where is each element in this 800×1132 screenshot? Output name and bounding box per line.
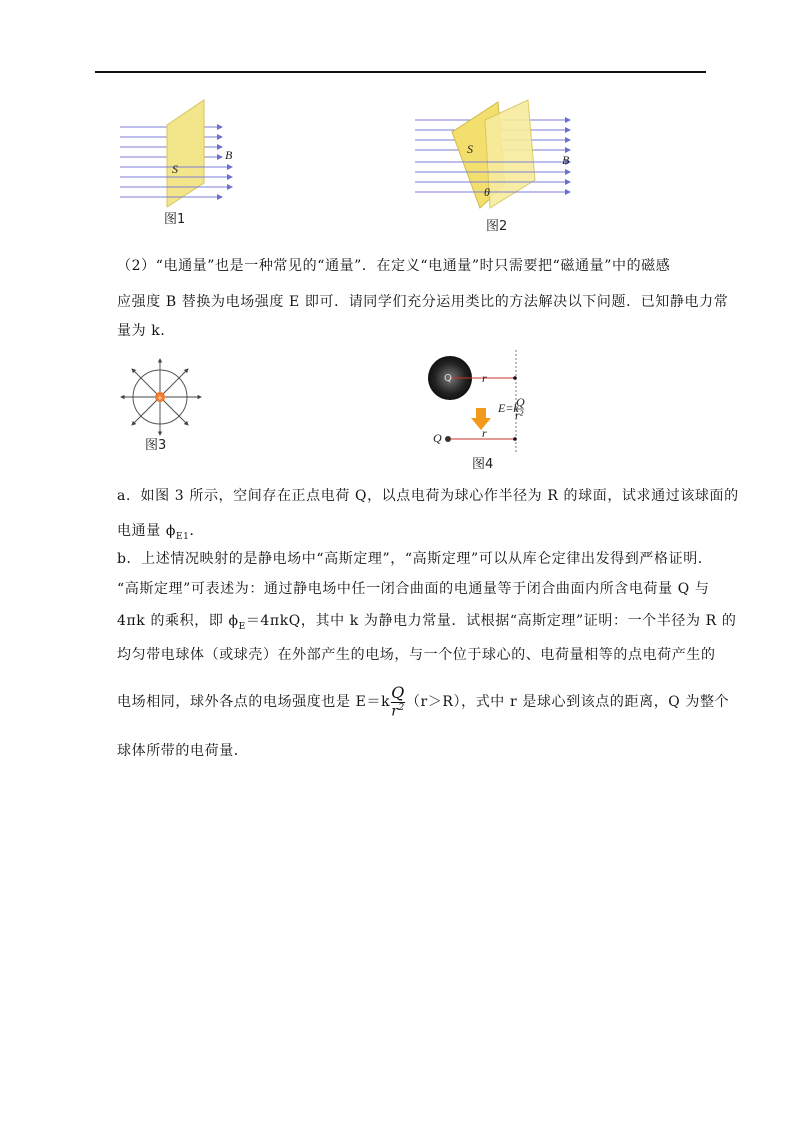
question-b-line-3: 4πk 的乘积，即 $\phi_E=4\pi kQ$，其中 k 为静电力常量．试根据“高斯定理”证明：一个半径为 R 的 <box>117 613 737 632</box>
svg-text:+: + <box>157 394 163 402</box>
question-b-line-6: 球体所带的电荷量． <box>117 743 249 759</box>
figure-4-caption: 图4 <box>472 457 494 472</box>
down-arrow-icon <box>471 408 491 430</box>
svg-text:r: r <box>482 426 487 440</box>
field-fraction: $\frac{Q}{r^2}$ <box>391 683 405 720</box>
figure-1 <box>112 95 252 230</box>
svg-text:E=k: E=k <box>498 401 519 415</box>
paragraph-2-line-1: （2）“电通量”也是一种常见的“通量”．在定义“电通量”时只需要把“磁通量”中的磁感 <box>117 258 671 274</box>
figure-2-caption: 图2 <box>486 219 508 234</box>
svg-text:Q: Q <box>444 373 452 384</box>
svg-text:Q: Q <box>516 395 525 409</box>
question-b-line-5: 电场相同，球外各点的电场强度也是 E＝k $\frac{Q}{r^2}$ （r＞R），式中 r 是球心到该点的距离，Q 为整个 <box>117 683 730 720</box>
surface-s <box>167 100 204 207</box>
svg-text:Q: Q <box>433 431 442 445</box>
paragraph-2-line-2: 应强度 B 替换为电场强度 E 即可．请同学们充分运用类比的方法解决以下问题．已知静电力常 <box>117 294 729 310</box>
paragraph-2-line-3: 量为 k． <box>117 323 175 339</box>
field-label: B <box>225 148 233 162</box>
surface-label: S <box>172 162 178 176</box>
question-a-line-2: 电通量 $\phi_{E1}$． <box>117 523 205 542</box>
figure-1-caption: 图1 <box>164 212 186 227</box>
question-b-line-1: b．上述情况映射的是静电场中“高斯定理”，“高斯定理”可以从库仑定律出发得到严格证明． <box>117 551 713 567</box>
surface-label: S <box>467 142 473 156</box>
question-b-line-2: “高斯定理”可表述为：通过静电场中任一闭合曲面的电通量等于闭合曲面内所含电荷量 Q 与 <box>117 581 710 597</box>
question-a-line-1: a．如图 3 所示，空间存在正点电荷 Q，以点电荷为球心作半径为 R 的球面，试求通过该球面的 <box>117 488 739 504</box>
field-label: B <box>562 153 570 167</box>
angle-label: θ <box>484 185 490 199</box>
figure-3 <box>115 355 215 455</box>
svg-text:r: r <box>482 371 487 385</box>
svg-text:r²: r² <box>515 408 524 422</box>
figure-3-caption: 图3 <box>145 438 167 453</box>
top-rule <box>95 71 706 73</box>
figure-4 <box>420 348 530 473</box>
figure-2 <box>410 90 590 235</box>
question-b-line-4: 均匀带电球体（或球壳）在外部产生的电场，与一个位于球心的、电荷量相等的点电荷产生的 <box>117 647 716 663</box>
